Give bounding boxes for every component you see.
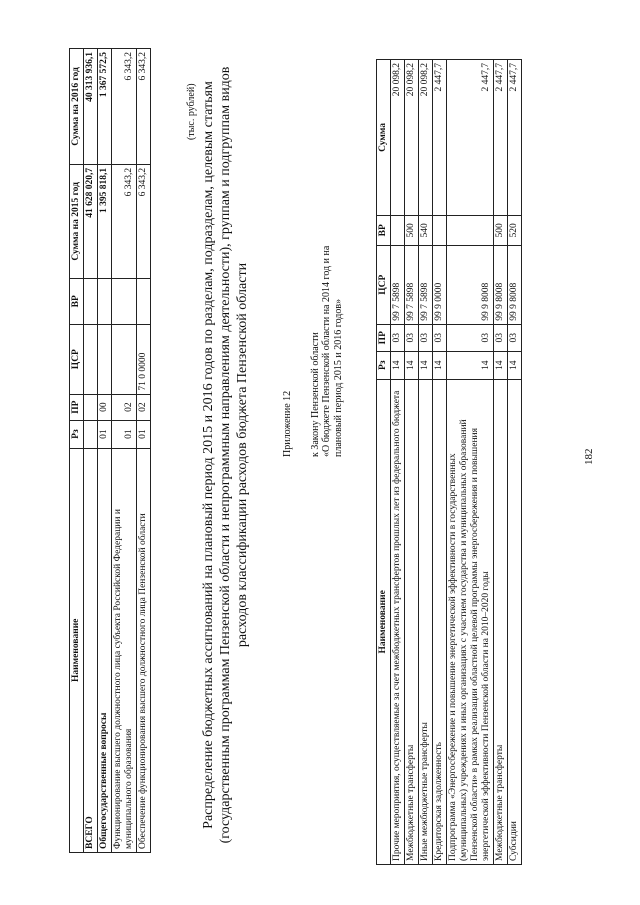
col-header: Рз (70, 420, 84, 448)
vr-cell (84, 278, 98, 324)
table-row (84, 49, 98, 853)
csr-cell: 99 7 5898 (405, 245, 419, 324)
allocation-table (69, 48, 151, 853)
appendix-line: плановый период 2015 и 2016 годов» (332, 298, 344, 457)
sum-cell: 20 098,2 (405, 60, 419, 216)
csr-cell: 99 7 5898 (419, 245, 433, 324)
name-cell: Межбюджетные трансферты (405, 379, 419, 864)
sum-2015-cell: 6 343,2 (112, 164, 137, 278)
table-header-row (377, 60, 391, 865)
col-header: ПР (377, 324, 391, 351)
table-row (112, 49, 137, 853)
pr-cell: 02 (137, 394, 151, 420)
name-cell: Подпрограмма «Энергосбережение и повышение энергетической эффективности в государственных (муниципальных) учреждениях и иных организациях с участием государства и муниципальных образований Пензенской области» в рамках реализации областной целевой программы энергосбережения и повышения энергетической эффективности Пензенской области на 2010–2020 годы (447, 379, 494, 864)
sum-2016-cell: 6 343,2 (112, 49, 137, 165)
rz-cell (84, 420, 98, 448)
vr-cell (447, 215, 494, 245)
pr-cell: 03 (433, 324, 447, 351)
name-cell: Обеспечение функционирования высшего должностного лица Пензенской области (137, 448, 151, 852)
pr-cell: 03 (508, 324, 522, 351)
col-header: Сумма на 2016 год (70, 49, 84, 165)
csr-cell: 99 9 0000 (433, 245, 447, 324)
csr-cell (112, 324, 137, 394)
rz-cell: 14 (405, 351, 419, 379)
csr-cell (98, 324, 112, 394)
table-row (391, 60, 405, 865)
col-header: Рз (377, 351, 391, 379)
col-header: Наименование (70, 448, 84, 852)
sum-2015-cell: 41 628 020,7 (84, 164, 98, 278)
rz-cell: 14 (508, 351, 522, 379)
table-row (405, 60, 419, 865)
col-header: ЦСР (70, 324, 84, 394)
csr-cell: 99 9 8008 (494, 245, 508, 324)
pr-cell: 02 (112, 394, 137, 420)
pr-cell: 03 (405, 324, 419, 351)
table-row (98, 49, 112, 853)
appendix-line: к Закону Пензенской области (309, 332, 321, 457)
rz-cell: 14 (494, 351, 508, 379)
units-label: (тыс. рублей) (186, 83, 197, 140)
rz-cell: 14 (447, 351, 494, 379)
name-cell: Функционирование высшего должностного лица субъекта Российской Федерации и муниципального образования (112, 448, 137, 852)
sum-cell: 20 098,2 (391, 60, 405, 216)
appendix-block (282, 246, 344, 457)
sum-2016-cell: 1 367 572,5 (98, 49, 112, 165)
vr-cell: 500 (494, 215, 508, 245)
sum-cell: 2 447,7 (494, 60, 508, 216)
vr-cell: 500 (405, 215, 419, 245)
name-cell: Прочие мероприятия, осуществляемые за счет межбюджетных трансфертов прошлых лет из федерального бюджета (391, 379, 405, 864)
rz-cell: 14 (391, 351, 405, 379)
sum-2016-cell: 40 313 936,1 (84, 49, 98, 165)
appendix-line: «О бюджете Пензенской области на 2014 год и на (321, 245, 332, 457)
vr-cell: 520 (508, 215, 522, 245)
table-row (447, 60, 494, 865)
csr-cell: 99 9 8008 (447, 245, 494, 324)
col-header: ВР (70, 278, 84, 324)
sum-2016-cell: 6 343,2 (137, 49, 151, 165)
table-row (494, 60, 508, 865)
col-header: ВР (377, 215, 391, 245)
csr-cell (84, 324, 98, 394)
col-header: Сумма (377, 60, 391, 216)
sum-2015-cell: 6 343,2 (137, 164, 151, 278)
table-row (419, 60, 433, 865)
pr-cell: 03 (419, 324, 433, 351)
sum-cell: 20 098,2 (419, 60, 433, 216)
col-header: ПР (70, 394, 84, 420)
table-row (508, 60, 522, 865)
appendix-number: Приложение 12 (282, 390, 293, 457)
rz-cell: 14 (419, 351, 433, 379)
csr-cell: 99 9 8008 (508, 245, 522, 324)
rz-cell: 01 (98, 420, 112, 448)
pr-cell: 00 (98, 394, 112, 420)
vr-cell (433, 215, 447, 245)
col-header: ЦСР (377, 245, 391, 324)
rz-cell: 01 (137, 420, 151, 448)
table-row (433, 60, 447, 865)
csr-cell: 71 0 0000 (137, 324, 151, 394)
vr-cell (391, 215, 405, 245)
name-cell: Иные межбюджетные трансферты (419, 379, 433, 864)
sum-cell: 2 447,7 (433, 60, 447, 216)
name-cell: Кредиторская задолженность (433, 379, 447, 864)
name-cell: ВСЕГО (84, 448, 98, 852)
document-heading: Распределение бюджетных ассигнований на плановый период 2015 и 2016 годов по разделам, подразделам, целевым статьям (государственным программам Пензенской области и непрограммным направлениям деятельности), группам и подгруппам видов расходов классификации расходов бюджета Пензенской области (201, 66, 250, 844)
col-header: Сумма на 2015 год (70, 164, 84, 278)
sum-cell: 2 447,7 (508, 60, 522, 216)
name-cell: Субсидии (508, 379, 522, 864)
sum-2015-cell: 1 395 818,1 (98, 164, 112, 278)
vr-cell: 540 (419, 215, 433, 245)
csr-cell: 99 7 5898 (391, 245, 405, 324)
continuation-table (376, 59, 522, 865)
vr-cell (98, 278, 112, 324)
page-number: 182 (583, 448, 595, 465)
sum-cell: 2 447,7 (447, 60, 494, 216)
table-header-row (70, 49, 84, 853)
pr-cell: 03 (494, 324, 508, 351)
pr-cell: 03 (447, 324, 494, 351)
table-row (137, 49, 151, 853)
vr-cell (112, 278, 137, 324)
name-cell: Межбюджетные трансферты (494, 379, 508, 864)
rz-cell: 14 (433, 351, 447, 379)
rz-cell: 01 (112, 420, 137, 448)
vr-cell (137, 278, 151, 324)
name-cell: Общегосударственные вопросы (98, 448, 112, 852)
pr-cell: 03 (391, 324, 405, 351)
col-header: Наименование (377, 379, 391, 864)
pr-cell (84, 394, 98, 420)
